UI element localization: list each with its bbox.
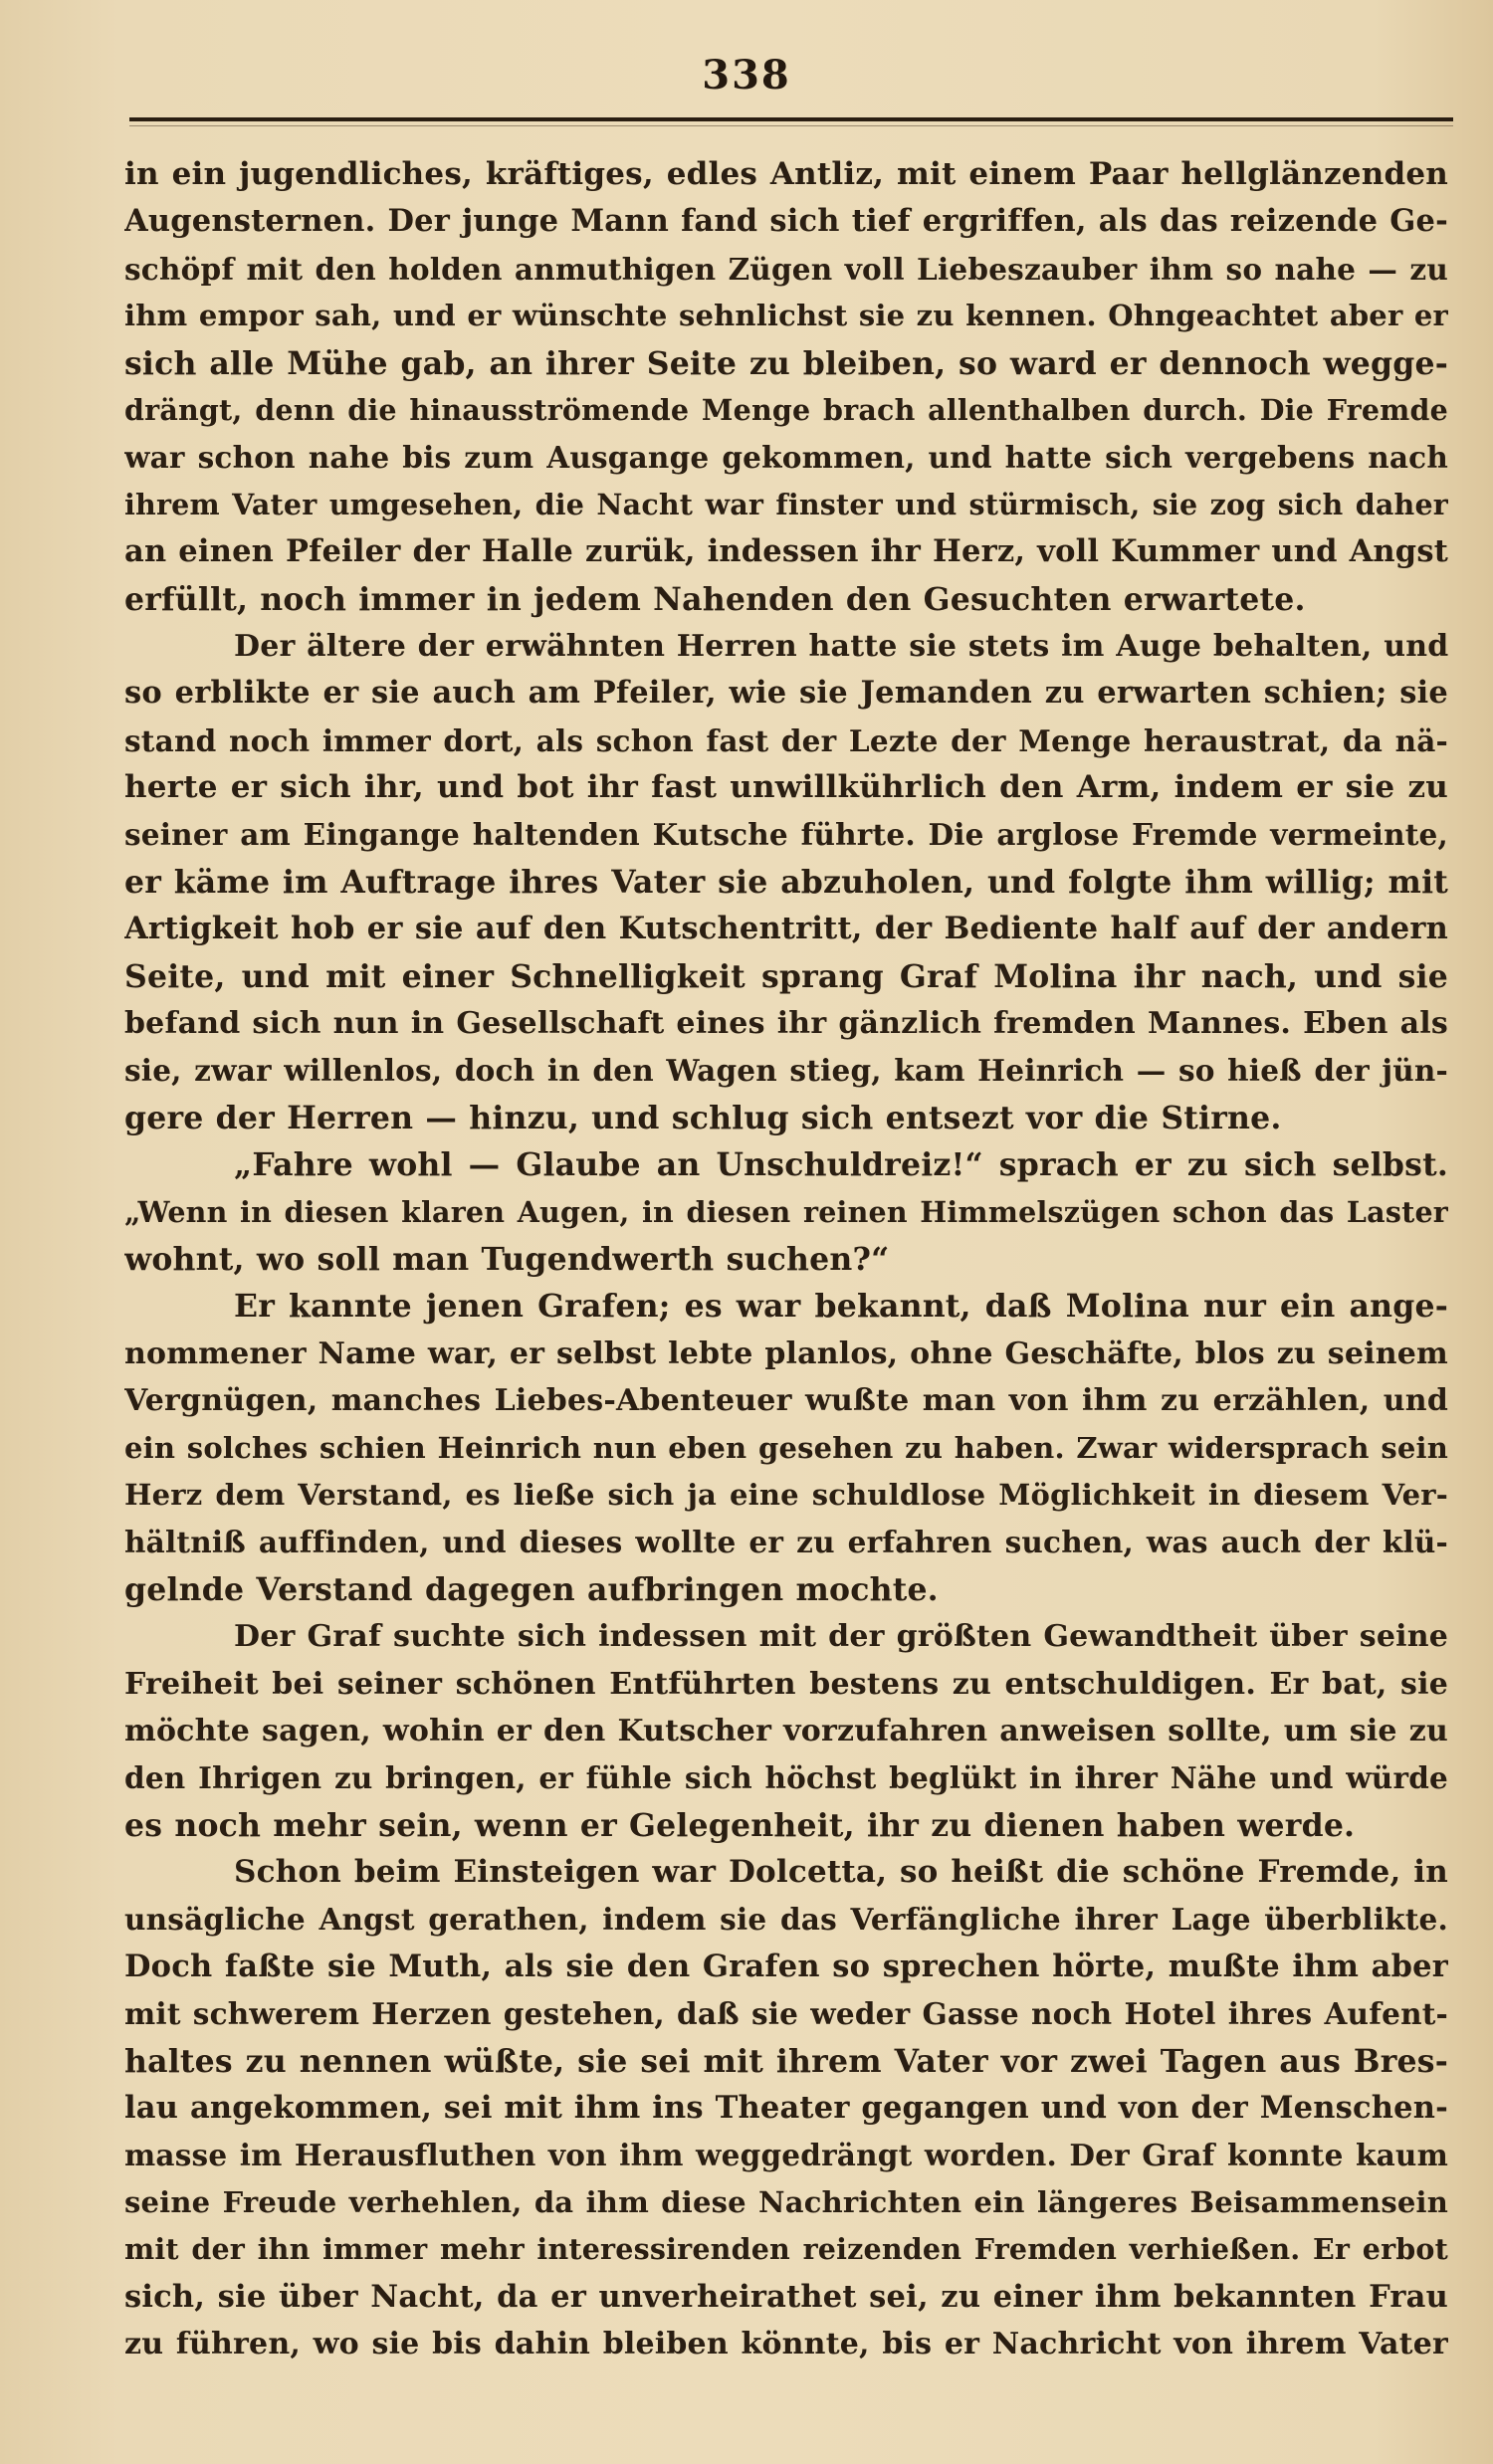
text-line: nommener Name war, er selbst lebte planlos, ohne Geschäfte, blos zu seinem (124, 1335, 1448, 1371)
text-line: mit der ihn immer mehr interessirenden reizenden Fremden verhießen. Er erbot (124, 2232, 1448, 2267)
text-line: den Ihrigen zu bringen, er fühle sich höchst beglükt in ihrer Nähe und würde (124, 1760, 1448, 1796)
text-line: unsägliche Angst gerathen, indem sie das Verfängliche ihrer Lage überblikte. (124, 1902, 1448, 1938)
text-line: Augensternen. Der junge Mann fand sich tief ergriffen, als das reizende Ge- (124, 203, 1448, 240)
text-line: „Wenn in diesen klaren Augen, in diesen reinen Himmelszügen schon das Laster (124, 1194, 1448, 1229)
text-line: herte er sich ihr, und bot ihr fast unwillkührlich den Arm, indem er sie zu (124, 769, 1448, 806)
text-line: befand sich nun in Gesellschaft eines ihr gänzlich fremden Mannes. Eben als (124, 1006, 1448, 1042)
text-line: erfüllt, noch immer in jedem Nahenden den Gesuchten erwartete. (124, 580, 1306, 618)
text-line: stand noch immer dort, als schon fast der Lezte der Menge heraustrat, da nä- (124, 722, 1448, 758)
text-line: gere der Herren — hinzu, und schlug sich entsezt vor die Stirne. (124, 1099, 1282, 1136)
text-line: mit schwerem Herzen gestehen, daß sie weder Gasse noch Hotel ihres Aufent- (124, 1996, 1448, 2032)
text-line: „Fahre wohl — Glaube an Unschuldreiz!“ sprach er zu sich selbst. (234, 1146, 1448, 1184)
text-line: seine Freude verhehlen, da ihm diese Nachrichten ein längeres Beisammensein (124, 2184, 1448, 2219)
text-line: gelnde Verstand dagegen aufbringen mochte. (124, 1570, 939, 1608)
text-line: sich alle Mühe gab, an ihrer Seite zu bleiben, so ward er dennoch wegge- (124, 344, 1448, 382)
header-rule (129, 117, 1453, 121)
text-line: Er kannte jenen Grafen; es war bekannt, daß Molina nur ein ange- (234, 1288, 1448, 1326)
header-rule-thin (129, 125, 1453, 126)
text-line: es noch mehr sein, wenn er Gelegenheit, ihr zu dienen haben werde. (124, 1806, 1356, 1844)
text-line: in ein jugendliches, kräftiges, edles Antliz, mit einem Paar hellglänzenden (124, 156, 1448, 192)
text-line: ein solches schien Heinrich nun eben gesehen zu haben. Zwar widersprach sein (124, 1430, 1448, 1465)
text-line: Herz dem Verstand, es ließe sich ja eine schuldlose Möglichkeit in diesem Ver- (124, 1477, 1448, 1512)
text-line: er käme im Auftrage ihres Vater sie abzuholen, und folgte ihm willig; mit (124, 863, 1448, 901)
text-line: Artigkeit hob er sie auf den Kutschentritt, der Bediente half auf der andern (124, 911, 1448, 947)
text-line: Vergnügen, manches Liebes-Abenteuer wußte man von ihm zu erzählen, und (124, 1383, 1448, 1419)
text-line: Seite, und mit einer Schnelligkeit sprang Graf Molina ihr nach, und sie (124, 957, 1448, 995)
text-line: zu führen, wo sie bis dahin bleiben könnte, bis er Nachricht von ihrem Vater (124, 2326, 1448, 2361)
text-line: Schon beim Einsteigen war Dolcetta, so heißt die schöne Fremde, in (234, 1854, 1448, 1891)
text-line: ihrem Vater umgesehen, die Nacht war finster und stürmisch, sie zog sich daher (124, 487, 1448, 521)
text-line: schöpf mit den holden anmuthigen Zügen voll Liebeszauber ihm so nahe — zu (124, 251, 1448, 287)
text-line: seiner am Eingange haltenden Kutsche führte. Die arglose Fremde vermeinte, (124, 817, 1448, 853)
text-line: haltes zu nennen wüßte, sie sei mit ihrem Vater vor zwei Tagen aus Bres- (124, 2042, 1448, 2080)
text-line: masse im Herausfluthen von ihm weggedrängt worden. Der Graf konnte kaum (124, 2138, 1448, 2173)
page-number: 338 (702, 52, 791, 99)
text-line: möchte sagen, wohin er den Kutscher vorzufahren anweisen sollte, um sie zu (124, 1713, 1448, 1748)
text-line: war schon nahe bis zum Ausgange gekommen, und hatte sich vergebens nach (124, 440, 1448, 476)
text-line: Der Graf suchte sich indessen mit der größten Gewandtheit über seine (234, 1619, 1448, 1655)
text-line: Doch faßte sie Muth, als sie den Grafen so sprechen hörte, mußte ihm aber (124, 1948, 1448, 1984)
text-line: Freiheit bei seiner schönen Entführten bestens zu entschuldigen. Er bat, sie (124, 1666, 1448, 1702)
text-line: hältniß auffinden, und dieses wollte er zu erfahren suchen, was auch der klü- (124, 1525, 1448, 1560)
text-line: sich, sie über Nacht, da er unverheirathet sei, zu einer ihm bekannten Frau (124, 2278, 1448, 2315)
text-line: an einen Pfeiler der Halle zurük, indessen ihr Herz, voll Kummer und Angst (124, 533, 1448, 570)
text-line: ihm empor sah, und er wünschte sehnlichst sie zu kennen. Ohngeachtet aber er (124, 299, 1448, 333)
text-line: drängt, denn die hinausströmende Menge brach allenthalben durch. Die Fremde (124, 392, 1448, 427)
text-line: sie, zwar willenlos, doch in den Wagen stieg, kam Heinrich — so hieß der jün- (124, 1053, 1448, 1089)
body-text (124, 151, 1448, 2367)
text-line: Der ältere der erwähnten Herren hatte sie stets im Auge behalten, und (234, 628, 1448, 664)
text-line: so erblikte er sie auch am Pfeiler, wie sie Jemanden zu erwarten schien; sie (124, 675, 1448, 712)
text-line: lau angekommen, sei mit ihm ins Theater gegangen und von der Menschen- (124, 2090, 1448, 2127)
text-line: wohnt, wo soll man Tugendwerth suchen?“ (124, 1240, 890, 1278)
